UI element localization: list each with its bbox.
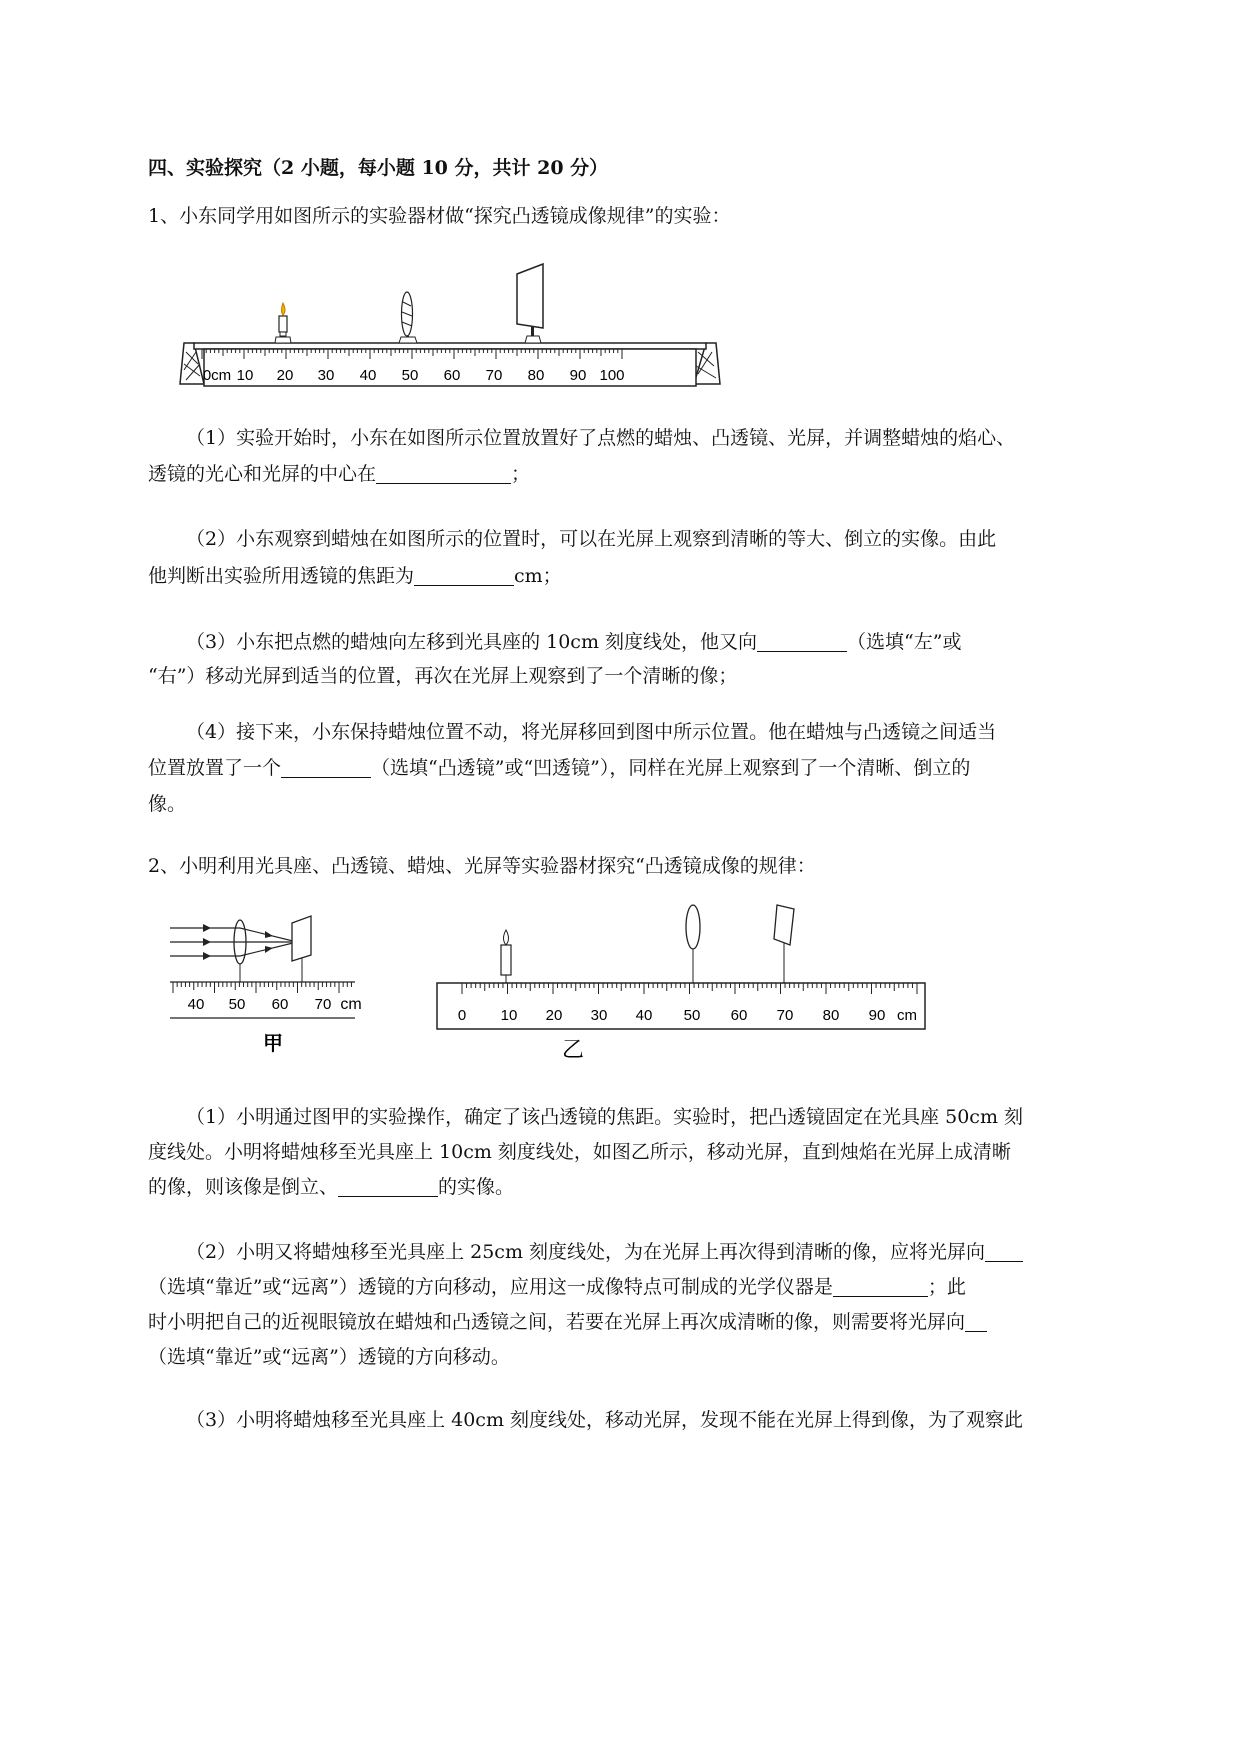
q1-part1-line1: （1）实验开始时，小东在如图所示位置放置好了点燃的蜡烛、凸透镜、光屏，并调整蜡烛的焰心、	[186, 427, 1016, 449]
scale-label: 70	[314, 996, 332, 1013]
q2-part1-line2: 度线处。小明将蜡烛移至光具座上 10cm 刻度线处，如图乙所示，移动光屏，直到烛焰在光屏上成清晰	[148, 1141, 1011, 1163]
scale-label: 10	[236, 367, 254, 384]
q1-part4-text: 位置放置了一个	[148, 757, 282, 779]
scale-label: 60	[443, 367, 461, 384]
q1-light-screen	[517, 264, 543, 343]
yi-candle	[501, 930, 511, 983]
q1-part4-line3: 像。	[148, 793, 187, 815]
q1-convex-lens	[399, 292, 417, 343]
figure-caption-yi: 乙	[561, 1037, 585, 1062]
q1-part4-line2	[148, 752, 970, 784]
scale-label: 40	[635, 1007, 653, 1024]
q2-part2-line2	[148, 1271, 966, 1303]
scale-label: 50	[401, 367, 419, 384]
q2-part1-text: 的像，则该像是倒立、	[148, 1176, 339, 1198]
question-2-stem: 2、小明利用光具座、凸透镜、蜡烛、光屏等实验器材探究“凸透镜成像的规律：	[148, 855, 816, 877]
section-heading: 四、实验探究（2 小题，每小题 10 分，共计 20 分）	[148, 157, 609, 179]
scale-label: 20	[276, 367, 294, 384]
q1-part3-line2: “右”）移动光屏到适当的位置，再次在光屏上观察到了一个清晰的像；	[148, 665, 738, 687]
scale-label: 40	[359, 367, 377, 384]
q2-part1-tail: 的实像。	[438, 1176, 515, 1198]
scale-label: 90	[868, 1007, 886, 1024]
q2-figure-yi	[437, 895, 927, 1065]
q2-part2-choice: （选填“靠近”或“远离”）透镜的方向移动，应用这一成像特点可制成的光学仪器是	[148, 1276, 833, 1298]
yi-light-screen	[774, 905, 794, 945]
q1-part1-text: 透镜的光心和光屏的中心在	[148, 463, 377, 485]
q1-part3-choice: （选填“左”或	[847, 631, 962, 653]
q2-part2-answer-blank-1[interactable]	[985, 1239, 1023, 1262]
q2-part3-line1: （3）小明将蜡烛移至光具座上 40cm 刻度线处，移动光屏，发现不能在光屏上得到像，为了观察此	[186, 1409, 1024, 1431]
q1-part1-answer-blank[interactable]	[376, 461, 511, 484]
q1-part1-line2	[148, 458, 530, 490]
q2-part2-line3	[148, 1306, 987, 1338]
scale-label: 30	[590, 1007, 608, 1024]
q1-part2-text: 他判断出实验所用透镜的焦距为	[148, 565, 415, 587]
q2-part2-text-2: 时小明把自己的近视眼镜放在蜡烛和凸透镜之间，若要在光屏上再次成清晰的像，则需要将光屏向	[148, 1311, 966, 1333]
figure-caption-jia: 甲	[263, 1033, 283, 1055]
scale-label: 0cm	[202, 367, 232, 384]
q2-part2-line1	[186, 1236, 1023, 1268]
scale-label: 100	[599, 367, 625, 384]
q2-part1-line1: （1）小明通过图甲的实验操作，确定了该凸透镜的焦距。实验时，把凸透镜固定在光具座 50cm 刻	[186, 1106, 1024, 1128]
scale-label: 60	[271, 996, 289, 1013]
q2-part2-line4: （选填“靠近”或“远离”）透镜的方向移动。	[148, 1346, 510, 1368]
q1-part3-answer-blank[interactable]	[757, 629, 847, 652]
q1-part2-line2	[148, 560, 562, 592]
scale-label: 90	[569, 367, 587, 384]
scale-label: 30	[317, 367, 335, 384]
q1-optical-bench-figure	[180, 280, 720, 440]
q1-part1-punct: ；	[511, 463, 531, 485]
question-1-stem: 1、小东同学用如图所示的实验器材做“探究凸透镜成像规律”的实验：	[148, 205, 731, 227]
q2-part1-answer-blank[interactable]	[338, 1174, 438, 1197]
scale-label: 50	[228, 996, 246, 1013]
scale-label: 50	[683, 1007, 701, 1024]
q2-figure-jia	[165, 910, 375, 1060]
q2-part2-answer-blank-3[interactable]	[965, 1309, 987, 1332]
q1-part4-line1: （4）接下来，小东保持蜡烛位置不动，将光屏移回到图中所示位置。他在蜡烛与凸透镜之间适当	[186, 721, 997, 743]
scale-label: 80	[822, 1007, 840, 1024]
scale-label: 80	[527, 367, 545, 384]
scale-label: 70	[485, 367, 503, 384]
q2-part1-line3	[148, 1171, 514, 1203]
q2-part2-answer-blank-2[interactable]	[833, 1274, 928, 1297]
jia-scale-ticks	[173, 982, 351, 993]
scale-label: 10	[500, 1007, 518, 1024]
scale-label: 0	[457, 1007, 467, 1024]
q2-part2-text: （2）小明又将蜡烛移至光具座上 25cm 刻度线处，为在光屏上再次得到清晰的像，应将光屏向	[186, 1241, 986, 1263]
q1-part3-line1	[186, 626, 961, 658]
q1-candle	[275, 303, 291, 343]
scale-label: 60	[730, 1007, 748, 1024]
q1-part2-line1: （2）小东观察到蜡烛在如图所示的位置时，可以在光屏上观察到清晰的等大、倒立的实像。由此	[186, 528, 997, 550]
scale-label: 20	[545, 1007, 563, 1024]
jia-light-screen	[292, 916, 311, 961]
scale-unit: cm	[897, 1007, 917, 1024]
q1-part4-choice: （选填“凸透镜”或“凹透镜”），同样在光屏上观察到了一个清晰、倒立的	[371, 757, 971, 779]
q1-part2-unit: cm；	[514, 565, 562, 587]
scale-label: 40	[187, 996, 205, 1013]
scale-label: 70	[776, 1007, 794, 1024]
yi-convex-lens	[686, 905, 700, 949]
q1-part4-answer-blank[interactable]	[281, 755, 371, 778]
q1-part2-answer-blank[interactable]	[414, 563, 514, 586]
q2-part2-tail: ；此	[927, 1276, 966, 1298]
q1-part3-text: （3）小东把点燃的蜡烛向左移到光具座的 10cm 刻度线处，他又向	[186, 631, 758, 653]
scale-unit: cm	[340, 996, 362, 1013]
